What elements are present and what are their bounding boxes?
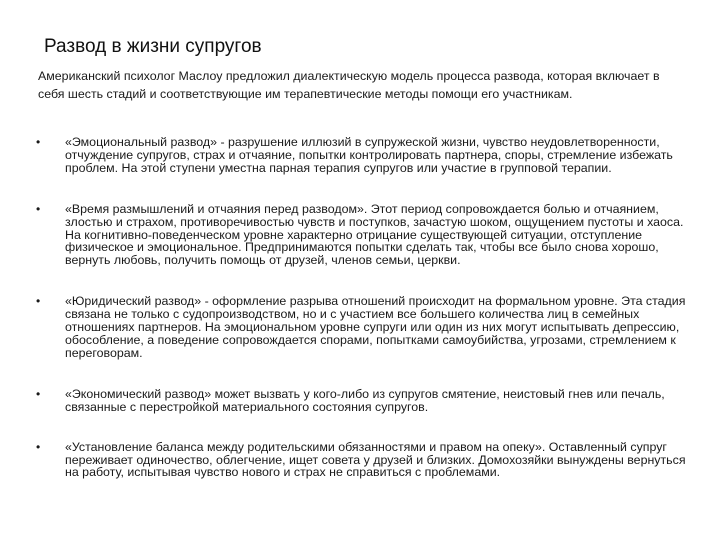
bullet-icon: • <box>36 439 41 454</box>
list-item <box>36 136 698 175</box>
list-item <box>36 295 698 360</box>
stage-text: «Эмоциональный развод» - разрушение иллюзий в супружеской жизни, чувство неудовлетворенности, отчуждение супругов, страх и отчаяние, попытки контролировать партнера, споры, стремление избежать проблем. На этой ступени уместна парная терапия супругов или участие в групповой терапии. <box>65 135 673 175</box>
stage-text: «Юридический развод» - оформление разрыва отношений происходит на формальном уровне. Эта стадия связана не только с судопроизводством, но и с участием все большего количества лиц в семейных отношениях партнеров. На эмоциональном уровне супруги или один из них могут испытывать депрессию, обособление, а поведение сопровождается спорами, попытками самоубийства, угрозами, стремлением к переговорам. <box>65 294 686 360</box>
page-title: Развод в жизни супругов <box>44 36 262 57</box>
list-item <box>36 441 698 480</box>
bullet-icon: • <box>36 294 41 309</box>
bullet-icon: • <box>36 386 41 401</box>
list-item <box>36 203 698 268</box>
intro-paragraph: Американский психолог Маслоу предложил диалектическую модель процесса развода, которая включает в себя шесть стадий и соответствующие им терапевтические методы помощи его участникам. <box>38 69 660 101</box>
list-item <box>36 388 698 414</box>
bullet-icon: • <box>36 201 41 216</box>
stages-list <box>36 136 698 479</box>
stage-text: «Время размышлений и отчаяния перед разводом». Этот период сопровождается болью и отчаянием, злостью и страхом, противоречивостью чувств и поступков, зачастую шоком, ощущением пустоты и хаоса. На когнитивно-поведенческом уровне характерно отрицание существующей ситуации, отступление физическое и эмоциональное. Предпринимаются попытки сделать так, чтобы все было снова хорошо, вернуть любовь, получить помощь от друзей, членов семьи, церкви. <box>65 201 684 268</box>
stage-text: «Экономический развод» может вызвать у кого-либо из супругов смятение, неистовый гнев или печаль, связанные с перестройкой материального состояния супругов. <box>65 386 665 414</box>
bullet-icon: • <box>36 135 41 149</box>
stage-text: «Установление баланса между родительскими обязанностями и правом на опеку». Оставленный супруг переживает одиночество, облегчение, ищет совета у друзей и близких. Домохозяйки вынуждены вернуться на работу, испытывая чувство нового и страх не справиться с проблемами. <box>65 439 686 480</box>
